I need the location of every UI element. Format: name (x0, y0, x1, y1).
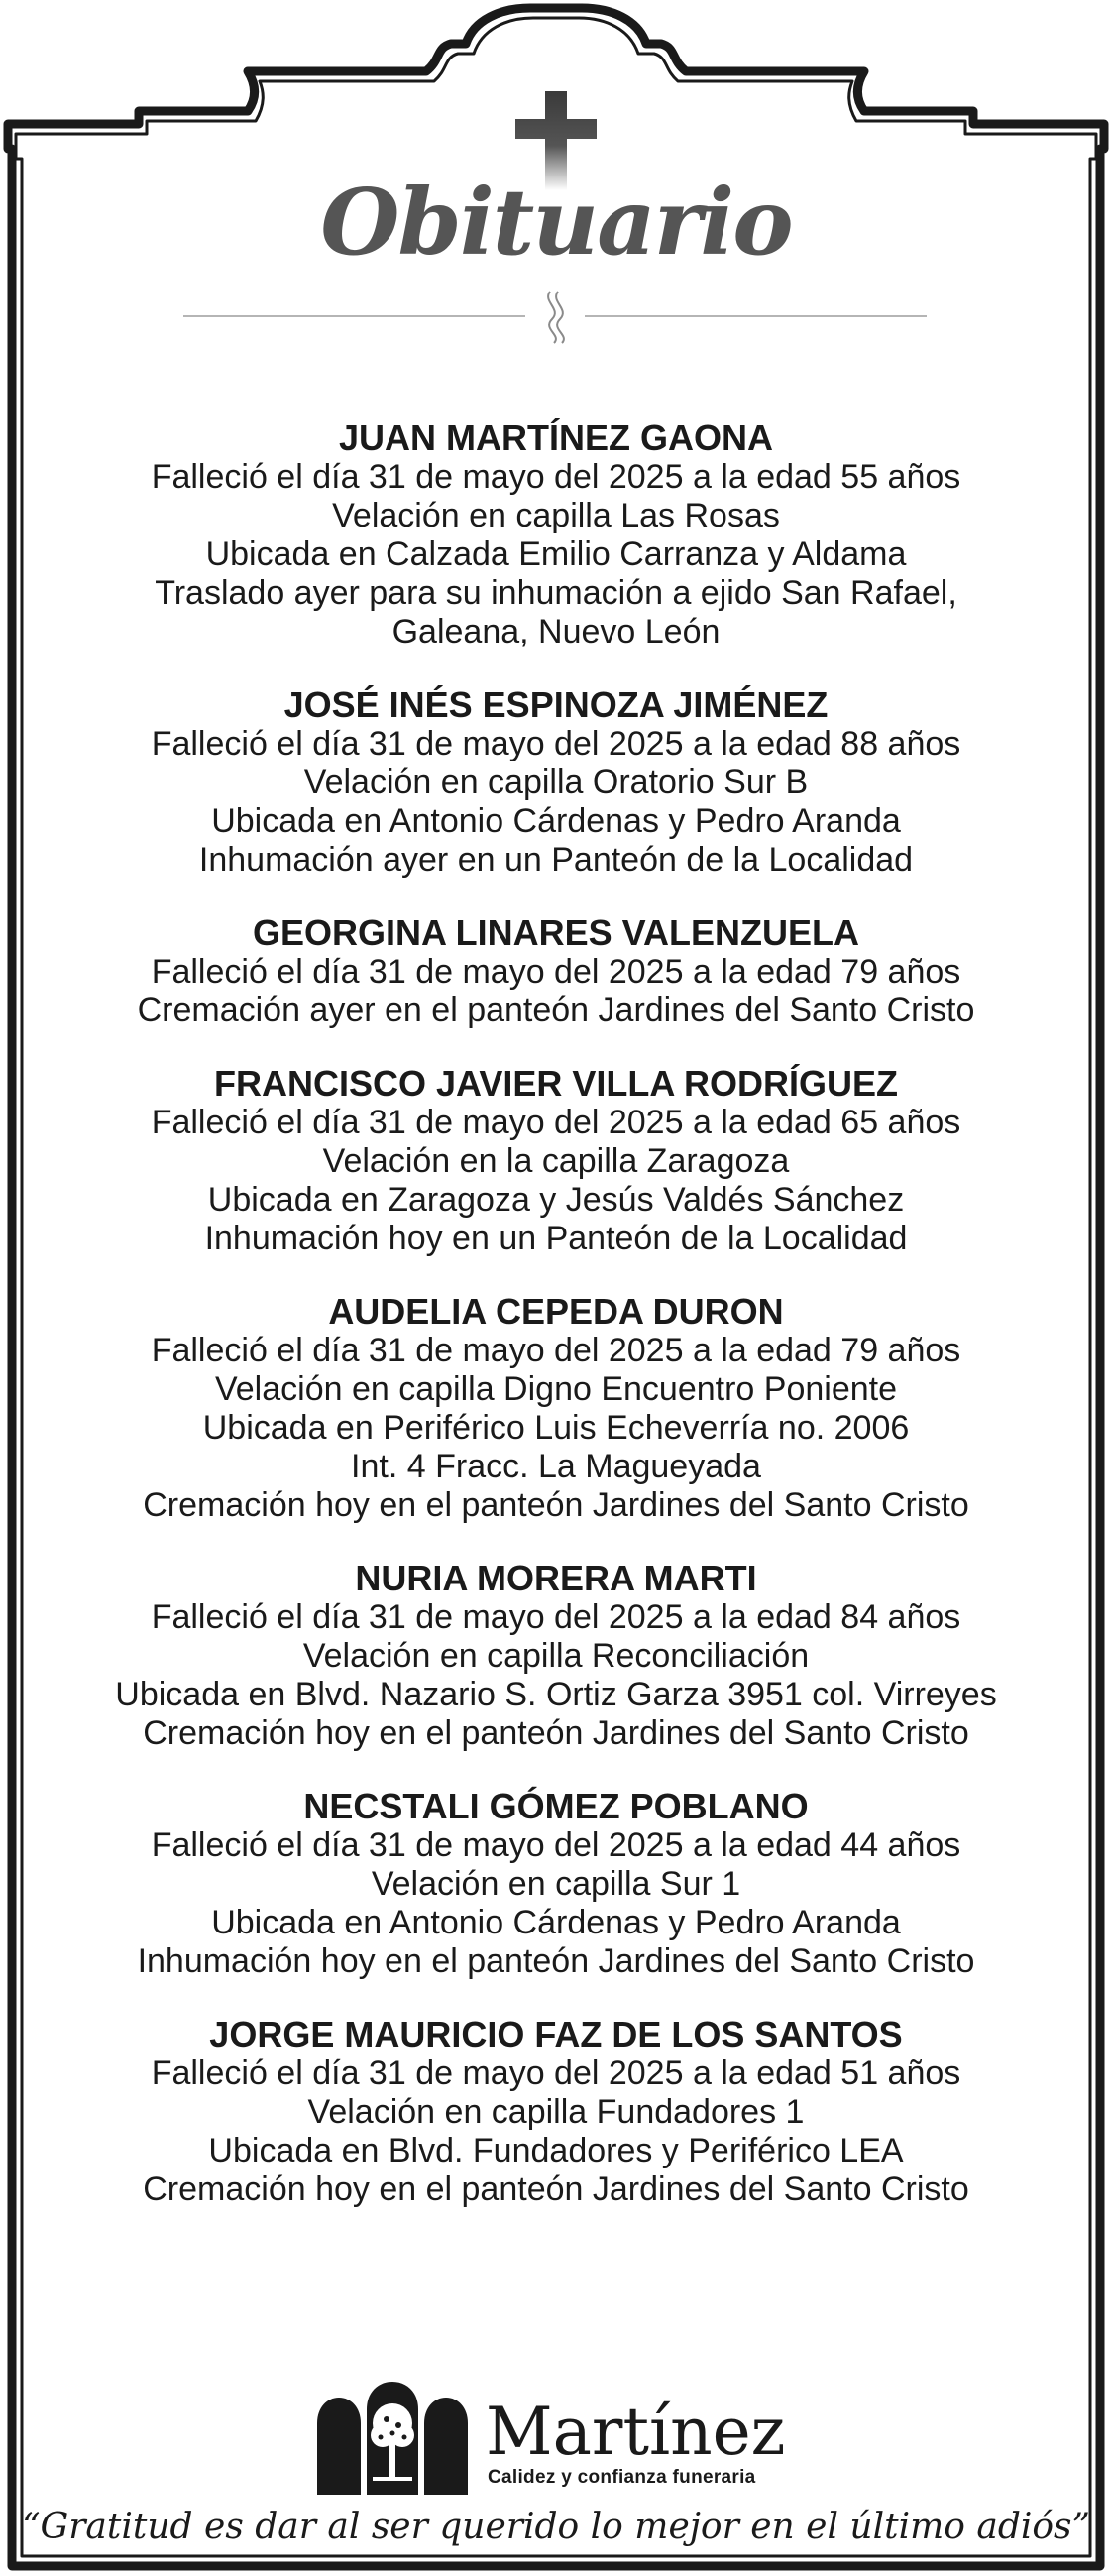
entry-detail-line: Falleció el día 31 de mayo del 2025 a la edad 84 años (151, 1598, 961, 1636)
entry-detail-line: Int. 4 Fracc. La Magueyada (351, 1448, 761, 1485)
deceased-name: JOSÉ INÉS ESPINOZA JIMÉNEZ (283, 684, 829, 725)
entry-detail-line: Velación en capilla Reconciliación (302, 1637, 810, 1675)
obituary-entry (69, 1292, 1043, 1525)
entry-detail-line: Ubicada en Blvd. Fundadores y Periférico LEA (208, 2132, 904, 2169)
obituary-entry (69, 418, 1043, 651)
page-title: Obituario (320, 169, 792, 276)
brand-tagline: Calidez y confianza funeraria (488, 2467, 756, 2488)
entry-detail-line: Inhumación ayer en un Panteón de la Localidad (198, 841, 914, 878)
divider-right (585, 315, 927, 317)
brand-name: Martínez (486, 2394, 786, 2470)
entry-detail-line: Cremación hoy en el panteón Jardines del Santo Cristo (143, 1714, 969, 1752)
entry-detail-line: Falleció el día 31 de mayo del 2025 a la edad 51 años (151, 2054, 961, 2092)
entry-detail-line: Velación en la capilla Zaragoza (322, 1142, 790, 1180)
entry-detail-line: Velación en capilla Las Rosas (332, 497, 780, 534)
entry-detail-line: Cremación ayer en el panteón Jardines del Santo Cristo (137, 992, 975, 1029)
obituary-entry (69, 1559, 1043, 1753)
deceased-name: GEORGINA LINARES VALENZUELA (252, 912, 860, 953)
entry-detail-line: Ubicada en Zaragoza y Jesús Valdés Sánchez (207, 1181, 905, 1219)
entry-detail-line: Falleció el día 31 de mayo del 2025 a la edad 55 años (151, 458, 961, 496)
deceased-name: AUDELIA CEPEDA DURON (328, 1291, 784, 1332)
obituary-entry (69, 1787, 1043, 1981)
entry-detail-line: Velación en capilla Digno Encuentro Poniente (214, 1370, 898, 1408)
entry-detail-line: Ubicada en Calzada Emilio Carranza y Aldama (205, 535, 907, 573)
entry-detail-line: Ubicada en Antonio Cárdenas y Pedro Aranda (211, 1904, 901, 1941)
entry-detail-line: Inhumación hoy en un Panteón de la Localidad (204, 1220, 908, 1257)
entry-detail-line: Falleció el día 31 de mayo del 2025 a la edad 88 años (151, 725, 961, 762)
entry-detail-line: Falleció el día 31 de mayo del 2025 a la edad 44 años (151, 1826, 961, 1864)
deceased-name: FRANCISCO JAVIER VILLA RODRÍGUEZ (213, 1063, 899, 1104)
obituary-entry (69, 685, 1043, 879)
entry-detail-line: Galeana, Nuevo León (391, 613, 721, 650)
entry-detail-line: Falleció el día 31 de mayo del 2025 a la edad 65 años (151, 1104, 961, 1141)
entry-detail-line: Cremación hoy en el panteón Jardines del Santo Cristo (143, 2170, 969, 2208)
deceased-name: NECSTALI GÓMEZ POBLANO (303, 1786, 809, 1826)
entry-detail-line: Ubicada en Periférico Luis Echeverría no. 2006 (202, 1409, 910, 1447)
obituary-list (69, 418, 1043, 2243)
entry-detail-line: Traslado ayer para su inhumación a ejido San Rafael, (155, 574, 957, 612)
entry-detail-line: Ubicada en Antonio Cárdenas y Pedro Aranda (211, 802, 901, 840)
deceased-name: NURIA MORERA MARTI (355, 1558, 757, 1598)
entry-detail-line: Cremación hoy en el panteón Jardines del Santo Cristo (143, 1486, 969, 1524)
entry-detail-line: Falleció el día 31 de mayo del 2025 a la edad 79 años (151, 953, 961, 991)
funeral-home-logo (313, 2378, 472, 2497)
obituary-entry (69, 1064, 1043, 1258)
entry-detail-line: Ubicada en Blvd. Nazario S. Ortiz Garza 3951 col. Virreyes (115, 1676, 997, 1713)
deceased-name: JUAN MARTÍNEZ GAONA (339, 417, 773, 458)
entry-detail-line: Velación en capilla Sur 1 (371, 1865, 741, 1903)
closing-quote: “Gratitud es dar al ser querido lo mejor en el último adiós” (22, 2507, 1090, 2547)
entry-detail-line: Velación en capilla Fundadores 1 (307, 2093, 805, 2131)
flourish-icon (536, 288, 576, 347)
entry-detail-line: Velación en capilla Oratorio Sur B (303, 763, 809, 801)
deceased-name: JORGE MAURICIO FAZ DE LOS SANTOS (209, 2014, 903, 2054)
entry-detail-line: Falleció el día 31 de mayo del 2025 a la edad 79 años (151, 1332, 961, 1369)
obituary-entry (69, 2015, 1043, 2209)
divider-left (183, 315, 525, 317)
obituary-entry (69, 913, 1043, 1030)
entry-detail-line: Inhumación hoy en el panteón Jardines del Santo Cristo (137, 1942, 975, 1980)
